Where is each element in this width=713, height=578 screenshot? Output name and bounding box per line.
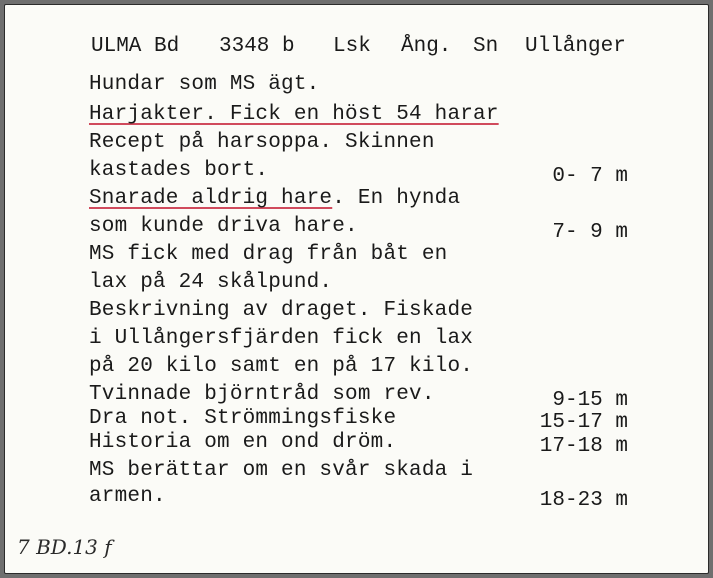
line-8: lax på 24 skålpund. xyxy=(89,271,333,294)
time-range-5: 17-18 m xyxy=(539,435,628,458)
line-1: Hundar som MS ägt. xyxy=(89,73,320,96)
header-parish-ang: Ång. xyxy=(401,35,452,58)
line-5-underlined: Snarade aldrig hare xyxy=(89,187,333,210)
line-13: Dra not. Strömmingsfiske xyxy=(89,407,397,430)
archive-card xyxy=(4,4,709,574)
time-range-2: 7- 9 m xyxy=(552,221,628,244)
line-14: Historia om en ond dröm. xyxy=(89,431,397,454)
header-parish-lsk: Lsk xyxy=(333,35,371,58)
line-16: armen. xyxy=(89,485,166,508)
header-number: 3348 b xyxy=(219,35,295,58)
time-range-3: 9-15 m xyxy=(552,389,628,412)
line-5 xyxy=(89,187,460,210)
line-10: i Ullångersfjärden fick en lax xyxy=(89,327,474,350)
line-5-rest: . En hynda xyxy=(332,187,461,210)
time-range-6: 18-23 m xyxy=(539,489,628,512)
line-11: på 20 kilo samt en på 17 kilo. xyxy=(89,355,474,378)
time-range-1: 0- 7 m xyxy=(552,165,628,188)
time-range-4: 15-17 m xyxy=(539,411,628,434)
card-header xyxy=(91,35,638,65)
line-6: som kunde driva hare. xyxy=(89,215,358,238)
line-4: kastades bort. xyxy=(89,159,269,182)
line-2: Harjakter. Fick en höst 54 harar xyxy=(89,103,499,126)
header-place: Ullånger xyxy=(525,35,626,58)
header-archive: ULMA Bd xyxy=(91,35,180,58)
line-15: MS berättar om en svår skada i xyxy=(89,459,474,482)
header-parish-sn: Sn xyxy=(473,35,499,58)
line-7: MS fick med drag från båt en xyxy=(89,243,448,266)
handwritten-note: 7 BD.13 f xyxy=(17,535,112,559)
line-9: Beskrivning av draget. Fiskade xyxy=(89,299,474,322)
line-12: Tvinnade björntråd som rev. xyxy=(89,383,435,406)
line-3: Recept på harsoppa. Skinnen xyxy=(89,131,435,154)
